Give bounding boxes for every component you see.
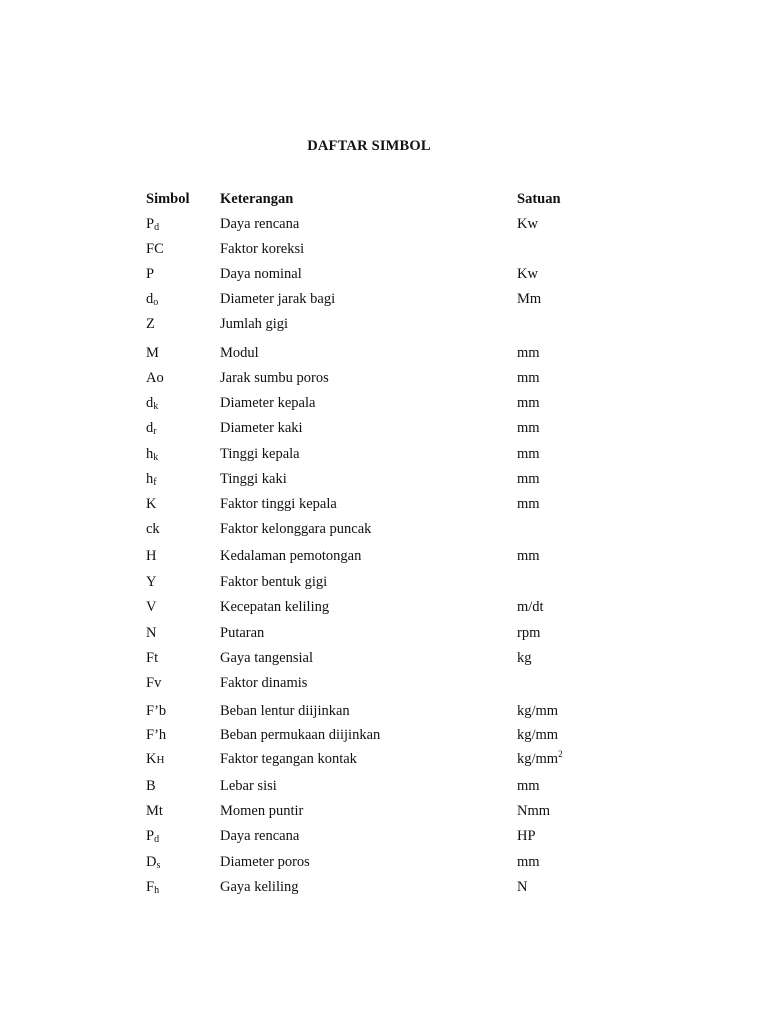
row-symbol [146,701,166,721]
table-row [0,749,768,769]
table-header [0,189,768,209]
table-row [0,852,768,872]
row-symbol [146,673,161,693]
row-symbol [146,623,156,643]
symbol-base: P [146,266,155,282]
table-row [0,289,768,309]
table-row [0,877,768,897]
symbol-subscript: o [153,297,159,308]
table-row [0,418,768,438]
header-symbol: Simbol [146,191,190,207]
row-symbol [146,852,160,872]
table-row [0,801,768,821]
row-symbol [146,393,158,413]
row-description: Jarak sumbu poros [220,370,329,386]
symbol-base: F’h [146,727,167,743]
symbol-base: F [146,879,155,895]
row-symbol [146,289,158,309]
table-row [0,343,768,363]
symbol-base: d [146,291,154,307]
symbol-base: Ft [146,650,159,666]
row-unit: $kg/mm^2$ [517,749,563,767]
row-description: Kedalaman pemotongan [220,548,362,564]
row-description: Diameter jarak bagi [220,291,336,307]
row-unit: Kw [517,216,538,232]
table-row [0,826,768,846]
row-description: Diameter kepala [220,395,316,411]
row-unit: mm [517,471,540,487]
table-row [0,597,768,617]
table-row [0,701,768,721]
symbol-base: K [146,751,157,767]
symbol-subscript: f [153,477,157,488]
symbol-base: M [146,345,159,361]
symbol-base: D [146,854,157,870]
symbol-base: N [146,625,157,641]
row-description: Momen puntir [220,803,304,819]
row-description: Tinggi kepala [220,446,300,462]
row-description: Faktor kelonggara puncak [220,521,372,537]
symbol-base: Z [146,316,155,332]
symbol-subscript: s [156,860,161,871]
table-row [0,494,768,514]
row-symbol [146,368,164,388]
page-title: DAFTAR SIMBOL [307,138,431,154]
row-symbol [146,469,157,489]
symbol-base: B [146,778,156,794]
row-symbol [146,725,166,745]
table-row [0,725,768,745]
row-symbol [146,776,156,796]
table-row [0,572,768,592]
row-description: Daya rencana [220,216,300,232]
symbol-base: H [146,548,157,564]
header-description: Keterangan [220,191,294,207]
row-description: Diameter poros [220,854,310,870]
symbol-base: ck [146,521,160,537]
header-unit: Satuan [517,191,561,207]
row-description: Gaya tangensial [220,650,314,666]
symbol-base: Ao [146,370,164,386]
row-unit: m/dt [517,599,544,615]
row-unit: HP [517,828,536,844]
row-symbol [146,214,159,234]
symbol-subscript: d [154,222,160,233]
row-description: Faktor koreksi [220,241,305,257]
table-row [0,444,768,464]
row-description: Daya nominal [220,266,302,282]
symbol-subscript: k [153,452,159,463]
table-row [0,776,768,796]
table-row [0,214,768,234]
row-unit: mm [517,446,540,462]
row-symbol [146,264,154,284]
row-description: Faktor bentuk gigi [220,574,328,590]
symbol-subscript: r [153,426,157,437]
table-row [0,393,768,413]
table-row [0,648,768,668]
symbol-base: h [146,446,154,462]
row-symbol [146,572,156,592]
table-row [0,673,768,693]
symbol-base: Mt [146,803,163,819]
symbol-subscript: h [154,885,160,896]
row-description: Modul [220,345,259,361]
row-unit: Mm [517,291,542,307]
row-unit: mm [517,395,540,411]
row-description: Tinggi kaki [220,471,287,487]
row-description: Putaran [220,625,265,641]
symbol-base: P [146,216,155,232]
row-symbol [146,648,158,668]
unit-superscript: 2 [558,749,563,759]
symbol-subscript: k [153,401,159,412]
row-description: Faktor dinamis [220,675,308,691]
table-row [0,239,768,259]
table-row [0,314,768,334]
row-unit: mm [517,420,540,436]
table-row [0,469,768,489]
row-unit: N [517,879,528,895]
symbol-base: K [146,496,157,512]
row-symbol [146,343,159,363]
row-symbol [146,519,160,539]
table-row [0,368,768,388]
symbol-subscript: d [154,834,160,845]
symbol-base: d [146,420,154,436]
row-unit: kg [517,650,532,666]
row-symbol [146,877,159,897]
row-unit: mm [517,496,540,512]
table-row [0,264,768,284]
row-description: Kecepatan keliling [220,599,330,615]
row-unit: rpm [517,625,541,641]
row-description: Lebar sisi [220,778,277,794]
row-symbol [146,597,156,617]
row-unit: mm [517,778,540,794]
row-symbol [146,239,164,259]
row-symbol [146,494,156,514]
table-row [0,546,768,566]
symbol-base: d [146,395,154,411]
symbol-base: FC [146,241,164,257]
row-unit: mm [517,370,540,386]
row-description: Daya rencana [220,828,300,844]
row-unit: mm [517,548,540,564]
symbol-subscript: H [156,754,165,766]
symbol-base: Fv [146,675,162,691]
row-description: Gaya keliling [220,879,299,895]
row-symbol [146,314,155,334]
row-symbol [146,418,157,438]
row-symbol [146,826,159,846]
row-description: Beban permukaan diijinkan [220,727,381,743]
table-row [0,519,768,539]
row-symbol [146,546,156,566]
row-unit: mm [517,854,540,870]
symbol-base: Y [146,574,157,590]
table-row [0,623,768,643]
row-description: Faktor tegangan kontak [220,751,357,767]
row-unit: kg/mm [517,703,559,719]
row-unit: kg/mm [517,727,559,743]
row-description: Beban lentur diijinkan [220,703,350,719]
row-unit: Nmm [517,803,551,819]
symbol-base: h [146,471,154,487]
row-symbol [146,444,158,464]
symbol-base: P [146,828,155,844]
symbol-base: V [146,599,157,615]
symbol-base: F’b [146,703,167,719]
row-unit: mm [517,345,540,361]
row-unit: Kw [517,266,538,282]
row-description: Faktor tinggi kepala [220,496,337,512]
row-description: Diameter kaki [220,420,303,436]
row-symbol [146,749,164,770]
row-symbol [146,801,163,821]
row-description: Jumlah gigi [220,316,289,332]
